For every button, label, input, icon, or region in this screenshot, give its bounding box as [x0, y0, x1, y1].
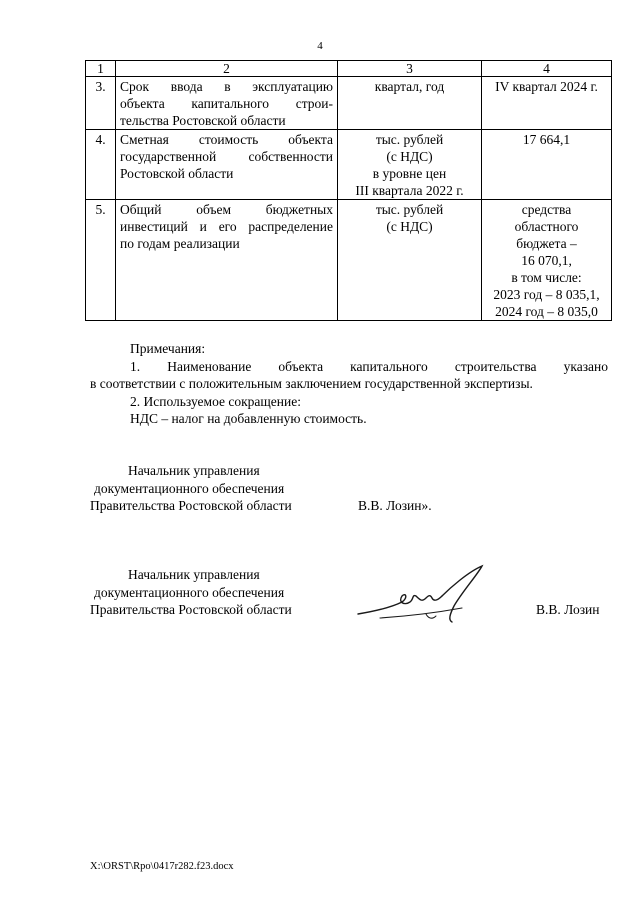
header-cell: 3 — [338, 61, 482, 77]
table-header-row — [86, 61, 612, 77]
signer-position-line1: Начальник управления — [128, 567, 260, 582]
file-path-footer: X:\ORST\Rpo\0417r282.f23.docx — [90, 861, 234, 872]
header-cell: 4 — [482, 61, 612, 77]
table-row — [86, 200, 612, 321]
signature-block-1 — [90, 462, 620, 515]
row-value: средства областного бюджета – 16 070,1, в том числе: 2023 год – 8 035,1, 2024 год – 8 035,0 — [482, 200, 612, 321]
row-value: 17 664,1 — [482, 130, 612, 200]
table-row — [86, 77, 612, 130]
info-table — [85, 60, 612, 321]
notes-section — [90, 340, 608, 428]
handwritten-signature — [350, 562, 500, 632]
row-unit: тыс. рублей (с НДС) — [338, 200, 482, 321]
signer-position-line2: документационного обеспечения — [94, 480, 285, 496]
note-1-continuation: в соответствии с положительным заключением государственной экспертизы. — [90, 376, 533, 391]
table-row — [86, 130, 612, 200]
signer-position-line1: Начальник управления — [128, 463, 260, 478]
header-cell: 1 — [86, 61, 116, 77]
row-unit: тыс. рублей (с НДС) в уровне цен III квартала 2022 г. — [338, 130, 482, 200]
note-2-definition: НДС – налог на добавленную стоимость. — [130, 411, 367, 426]
signer-position-line2: документационного обеспечения — [94, 584, 285, 600]
row-value: IV квартал 2024 г. — [482, 77, 612, 130]
signer-name: В.В. Лозин». — [358, 498, 432, 513]
row-unit: квартал, год — [338, 77, 482, 130]
signer-name: В.В. Лозин — [536, 602, 600, 617]
signer-position-line3: Правительства Ростовской области В.В. Лозин — [90, 602, 600, 617]
row-number: 3. — [86, 77, 116, 130]
header-cell: 2 — [116, 61, 338, 77]
signer-position-line3: Правительства Ростовской области В.В. Лозин». — [90, 498, 432, 513]
row-name: Сметная стоимость объекта государственной собственности Ростовской области — [116, 130, 338, 200]
row-name: Срок ввода в эксплуатацию объекта капитального строи- тельства Ростовской области — [116, 77, 338, 130]
notes-title: Примечания: — [130, 341, 206, 356]
note-2: 2. Используемое сокращение: — [130, 393, 301, 409]
note-1-first-line: 1. Наименование объекта капитального строительства указано — [130, 358, 608, 374]
row-name: Общий объем бюджетных инвестиций и его распределение по годам реализации — [116, 200, 338, 321]
row-number: 5. — [86, 200, 116, 321]
row-number: 4. — [86, 130, 116, 200]
page-number: 4 — [317, 40, 323, 52]
